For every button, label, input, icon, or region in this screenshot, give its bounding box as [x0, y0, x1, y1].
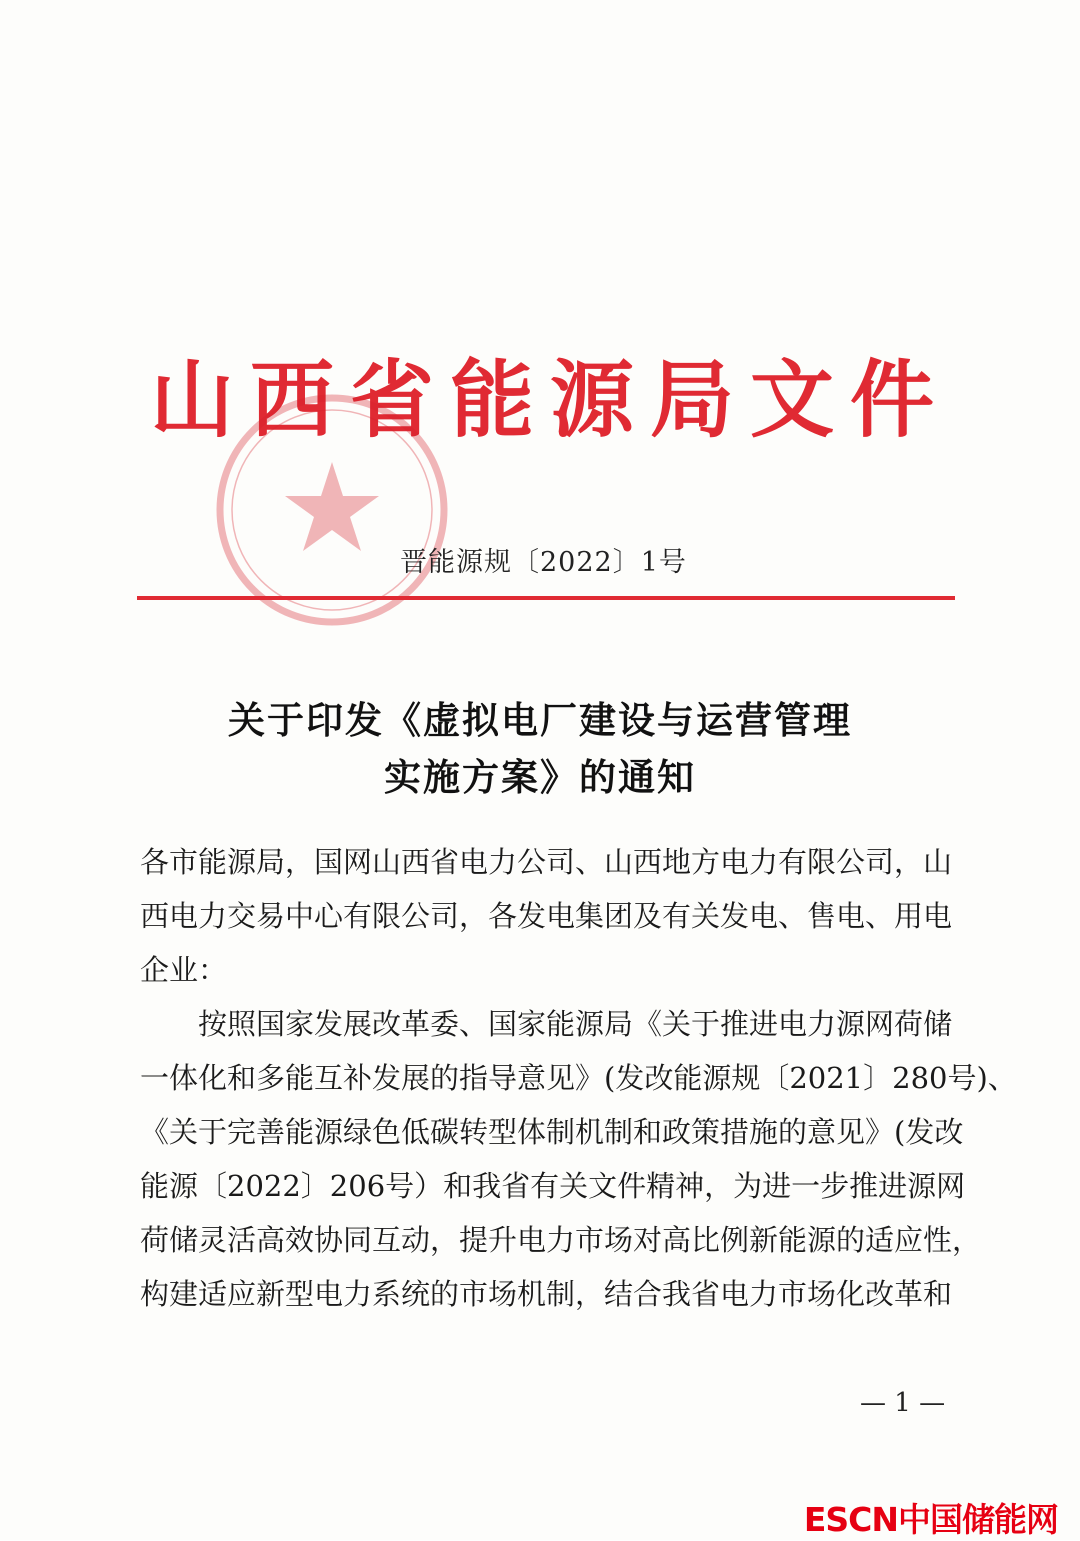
body-line: 一体化和多能互补发展的指导意见》(发改能源规〔2021〕280号)、: [140, 1061, 1017, 1095]
document-title-line-1: 关于印发《虚拟电厂建设与运营管理: [228, 698, 852, 742]
body-line: 能源〔2022〕206号）和我省有关文件精神，为进一步推进源网: [140, 1169, 966, 1203]
body-line: 荷储灵活高效协同互动，提升电力市场对高比例新能源的适应性，: [140, 1223, 982, 1257]
document-title-line-2: 实施方案》的通知: [384, 755, 696, 799]
masthead-title: 山西省能源局文件: [150, 350, 951, 449]
body-line: 按照国家发展改革委、国家能源局《关于推进电力源网荷储: [140, 1007, 953, 1041]
watermark-brand-logo: ESCN中国储能网: [803, 1500, 1058, 1539]
red-divider: [137, 596, 955, 600]
bleed-through-text: [140, 205, 930, 242]
body-line: 构建适应新型电力系统的市场机制，结合我省电力市场化改革和: [140, 1277, 953, 1311]
body-line: 《关于完善能源绿色低碳转型体制机制和政策措施的意见》(发改: [140, 1115, 964, 1149]
official-seal-icon: [212, 390, 452, 630]
bleed-through-text: [140, 258, 930, 295]
body-line: 西电力交易中心有限公司，各发电集团及有关发电、售电、用电: [140, 899, 953, 933]
body-line: 各市能源局，国网山西省电力公司、山西地方电力有限公司，山: [140, 845, 953, 879]
page-number: — 1 —: [860, 1388, 946, 1418]
document-number: 晋能源规〔2022〕1号: [400, 547, 687, 578]
body-line: 企业：: [140, 953, 228, 987]
